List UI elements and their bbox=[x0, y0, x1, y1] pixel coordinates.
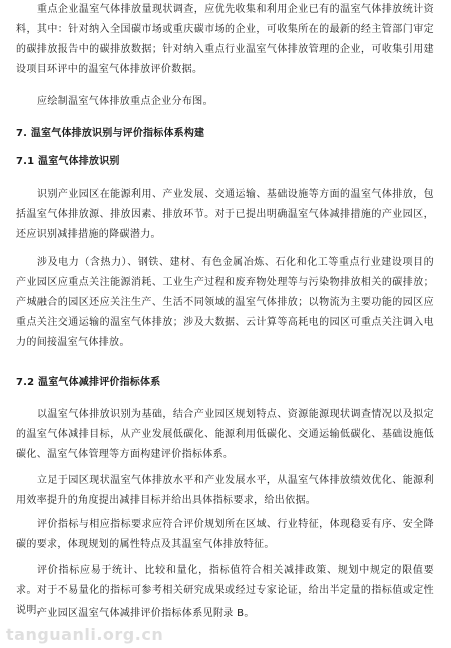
section-heading-7-2: 7.2 温室气体减排评价指标体系 bbox=[16, 377, 161, 388]
paragraph-indicator-system: 以温室气体排放识别为基础，结合产业园区规划特点、资源能源现状调查情况以及拟定的温室气体减排目标，从产业发展低碳化、能源利用低碳化、交通运输低碳化、基础设施低碳化、温室气体管理等方面构建评价指标体系。 bbox=[16, 409, 434, 460]
section-heading-7: 7. 温室气体排放识别与评价指标体系构建 bbox=[16, 128, 205, 139]
site-watermark: tanguanli.org.cn bbox=[6, 625, 164, 644]
paragraph-key-industries: 涉及电力（含热力）、钢铁、建材、有色金属冶炼、石化和化工等重点行业建设项目的产业园区应重点关注能源消耗、工业生产过程和废弃物处理等与污染物排放相关的碳排放；产城融合的园区还应关注生产、生活不同领域的温室气体排放；以物流为主要功能的园区应重点关注交通运输的温室气体排放；涉及大数据、云计算等高耗电的园区可重点关注调入电力的间接温室气体排放。 bbox=[16, 257, 434, 348]
paragraph-emission-survey: 重点企业温室气体排放量现状调查，应优先收集和利用企业已有的温室气体排放统计资料，其中：针对纳入全国碳市场或重庆碳市场的企业，可收集所在的最新的经主管部门审定的碳排放报告中的碳排放数据；针对纳入重点行业温室气体排放管理的企业，可收集引用建设项目环评中的温室气体排放评价数据。 bbox=[16, 4, 434, 75]
paragraph-indicator-requirements: 评价指标与相应指标要求应符合评价规划所在区域、行业特征，体现稳妥有序、安全降碳的要求，体现规划的属性特点及其温室气体排放特征。 bbox=[16, 519, 434, 550]
paragraph-quantifiable-indicators: 评价指标应易于统计、比较和量化，指标值符合相关减排政策、规划中规定的限值要求。对于不易量化的指标可参考相关研究成果或经过专家论证，给出半定量的指标值或定性说明。 bbox=[16, 565, 434, 616]
paragraph-reduction-targets: 立足于园区现状温室气体排放水平和产业发展水平，从温室气体排放绩效优化、能源利用效率提升的角度提出减排目标并给出具体指标要求，给出依据。 bbox=[16, 475, 434, 506]
paragraph-distribution-map: 应绘制温室气体排放重点企业分布图。 bbox=[37, 96, 213, 107]
section-heading-7-1: 7.1 温室气体排放识别 bbox=[16, 156, 120, 167]
paragraph-emission-identification: 识别产业园区在能源利用、产业发展、交通运输、基础设施等方面的温室气体排放，包括温室气体排放源、排放因素、排放环节。对于已提出明确温室气体减排措施的产业园区，还应识别减排措施的降碳潜力。 bbox=[16, 189, 434, 240]
paragraph-appendix-reference: 产业园区温室气体减排评价指标体系见附录 B。 bbox=[37, 608, 255, 619]
